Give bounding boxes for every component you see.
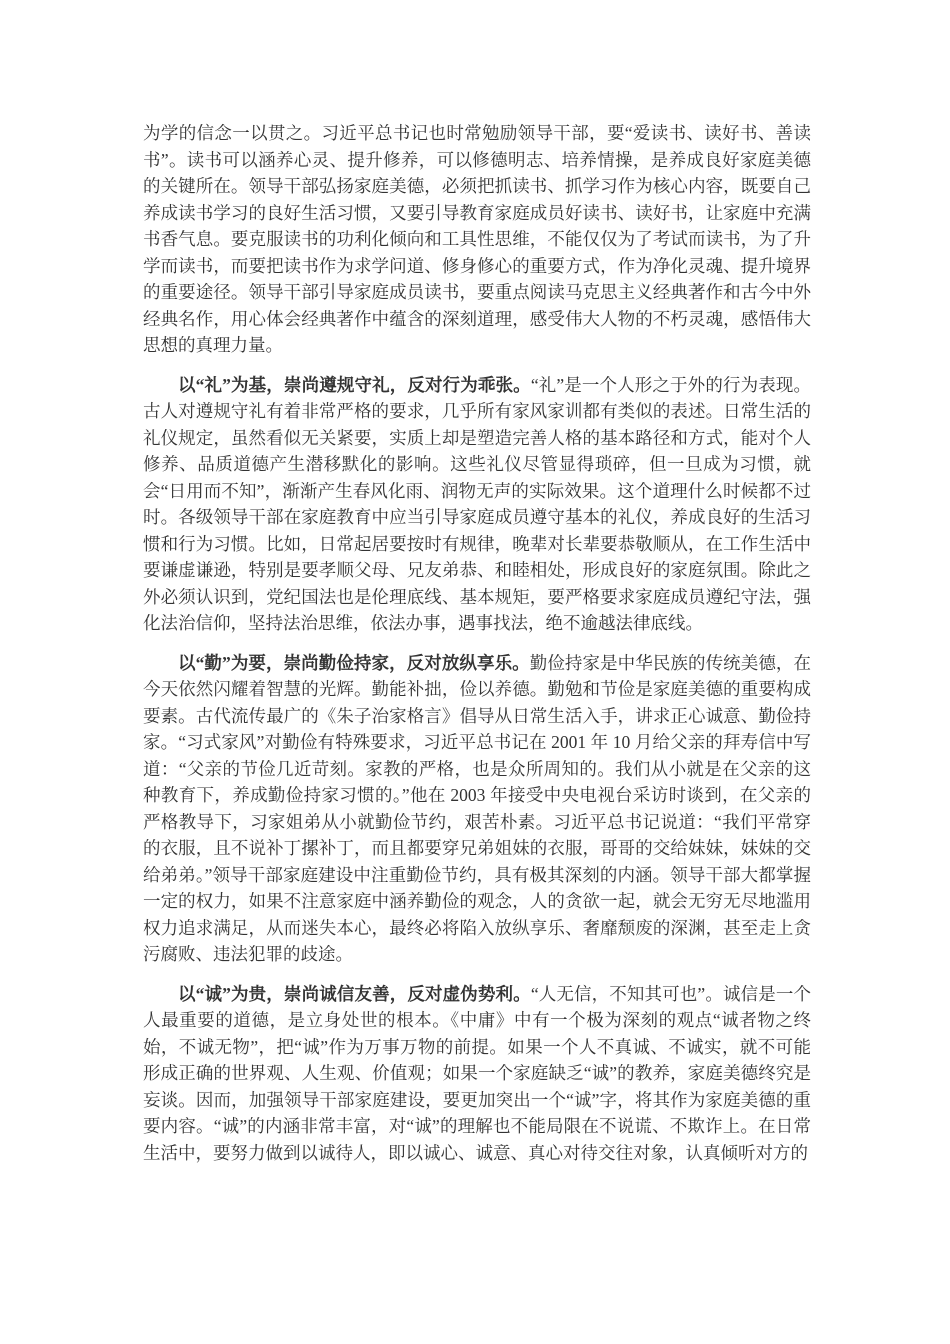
paragraph-body: “人无信，不知其可也”。诚信是一个人最重要的道德，是立身处世的根本。《中庸》中有一个极为深刻的观点“诚者物之终始，不诚无物”，把“诚”作为万事万物的前提。如果一个人不真诚、不诚实，就不可能形成正确的世界观、人生观、价值观；如果一个家庭缺乏“诚”的教养，家庭美德终究是妄谈。因而，加强领导干部家庭建设，要更加突出一个“诚”字，将其作为家庭美德的重要内容。“诚”的内涵非常丰富，对“诚”的理解也不能局限在不说谎、不欺诈上。在日常生活中，要努力做到以诚待人，即以诚心、诚意、真心对待交往对象，认真倾听对方的	[143, 983, 811, 1163]
paragraph-li	[143, 372, 811, 637]
paragraph-body: 为学的信念一以贯之。习近平总书记也时常勉励领导干部，要“爱读书、读好书、善读书”。读书可以涵养心灵、提升修养，可以修德明志、培养情操，是养成良好家庭美德的关键所在。领导干部弘扬家庭美德，必须把抓读书、抓学习作为核心内容，既要自己养成读书学习的良好生活习惯，又要引导教育家庭成员好读书、读好书，让家庭中充满书香气息。要克服读书的功利化倾向和工具性思维，不能仅仅为了考试而读书，为了升学而读书，而要把读书作为求学问道、修身修心的重要方式，作为净化灵魂、提升境界的重要途径。领导干部引导家庭成员读书，要重点阅读马克思主义经典著作和古今中外经典名作，用心体会经典著作中蕴含的深刻道理，感受伟大人物的不朽灵魂，感悟伟大思想的真理力量。	[143, 123, 811, 355]
paragraph-cheng	[143, 981, 811, 1167]
paragraph-body: 勤俭持家是中华民族的传统美德，在今天依然闪耀着智慧的光辉。勤能补拙，俭以养德。勤勉和节俭是家庭美德的重要构成要素。古代流传最广的《朱子治家格言》倡导从日常生活入手，讲求正心诚意、勤俭持家。“习式家风”对勤俭有特殊要求，习近平总书记在 2001 年 10 月给父亲的拜寿信中写道：“父亲的节俭几近苛刻。家教的严格，也是众所周知的。我们从小就是在父亲的这种教育下，养成勤俭持家习惯的。”他在 2003 年接受中央电视台采访时谈到，在父亲的严格教导下，习家姐弟从小就勤俭节约，艰苦朴素。习近平总书记说道：“我们平常穿的衣服，且不说补丁摞补丁，而且都要穿兄弟姐妹的衣服，哥哥的交给妹妹，妹妹的交给弟弟。”领导干部家庭建设中注重勤俭节约，具有极其深刻的内涵。领导干部大都掌握一定的权力，如果不注意家庭中涵养勤俭的观念，人的贪欲一起，就会无穷无尽地滥用权力追求满足，从而迷失本心，最终必将陷入放纵享乐、奢靡颓废的深渊，甚至走上贪污腐败、违法犯罪的歧途。	[143, 652, 811, 964]
paragraph-lead: 以“礼”为基，崇尚遵规守礼，反对行为乖张。	[178, 374, 531, 395]
document-text-area	[143, 120, 811, 1179]
paragraph-lead: 以“勤”为要，崇尚勤俭持家，反对放纵享乐。	[178, 652, 530, 673]
paragraph-lead: 以“诚”为贵，崇尚诚信友善，反对虚伪势利。	[178, 983, 531, 1004]
paragraph-reading	[143, 120, 811, 359]
paragraph-body: “礼”是一个人形之于外的行为表现。古人对遵规守礼有着非常严格的要求，几乎所有家风家训都有类似的表述。日常生活的礼仪规定，虽然看似无关紧要，实质上却是塑造完善人格的基本路径和方式，能对个人修养、品质道德产生潜移默化的影响。这些礼仪尽管显得琐碎，但一旦成为习惯，就会“日用而不知”，渐渐产生春风化雨、润物无声的实际效果。这个道理什么时候都不过时。各级领导干部在家庭教育中应当引导家庭成员遵守基本的礼仪，养成良好的生活习惯和行为习惯。比如，日常起居要按时有规律，晚辈对长辈要恭敬顺从，在工作生活中要谦虚谦逊，特别是要孝顺父母、兄友弟恭、和睦相处，形成良好的家庭氛围。除此之外必须认识到，党纪国法也是伦理底线、基本规矩，要严格要求家庭成员遵纪守法，强化法治信仰，坚持法治思维，依法办事，遇事找法，绝不逾越法律底线。	[143, 374, 811, 633]
paragraph-qin	[143, 650, 811, 968]
